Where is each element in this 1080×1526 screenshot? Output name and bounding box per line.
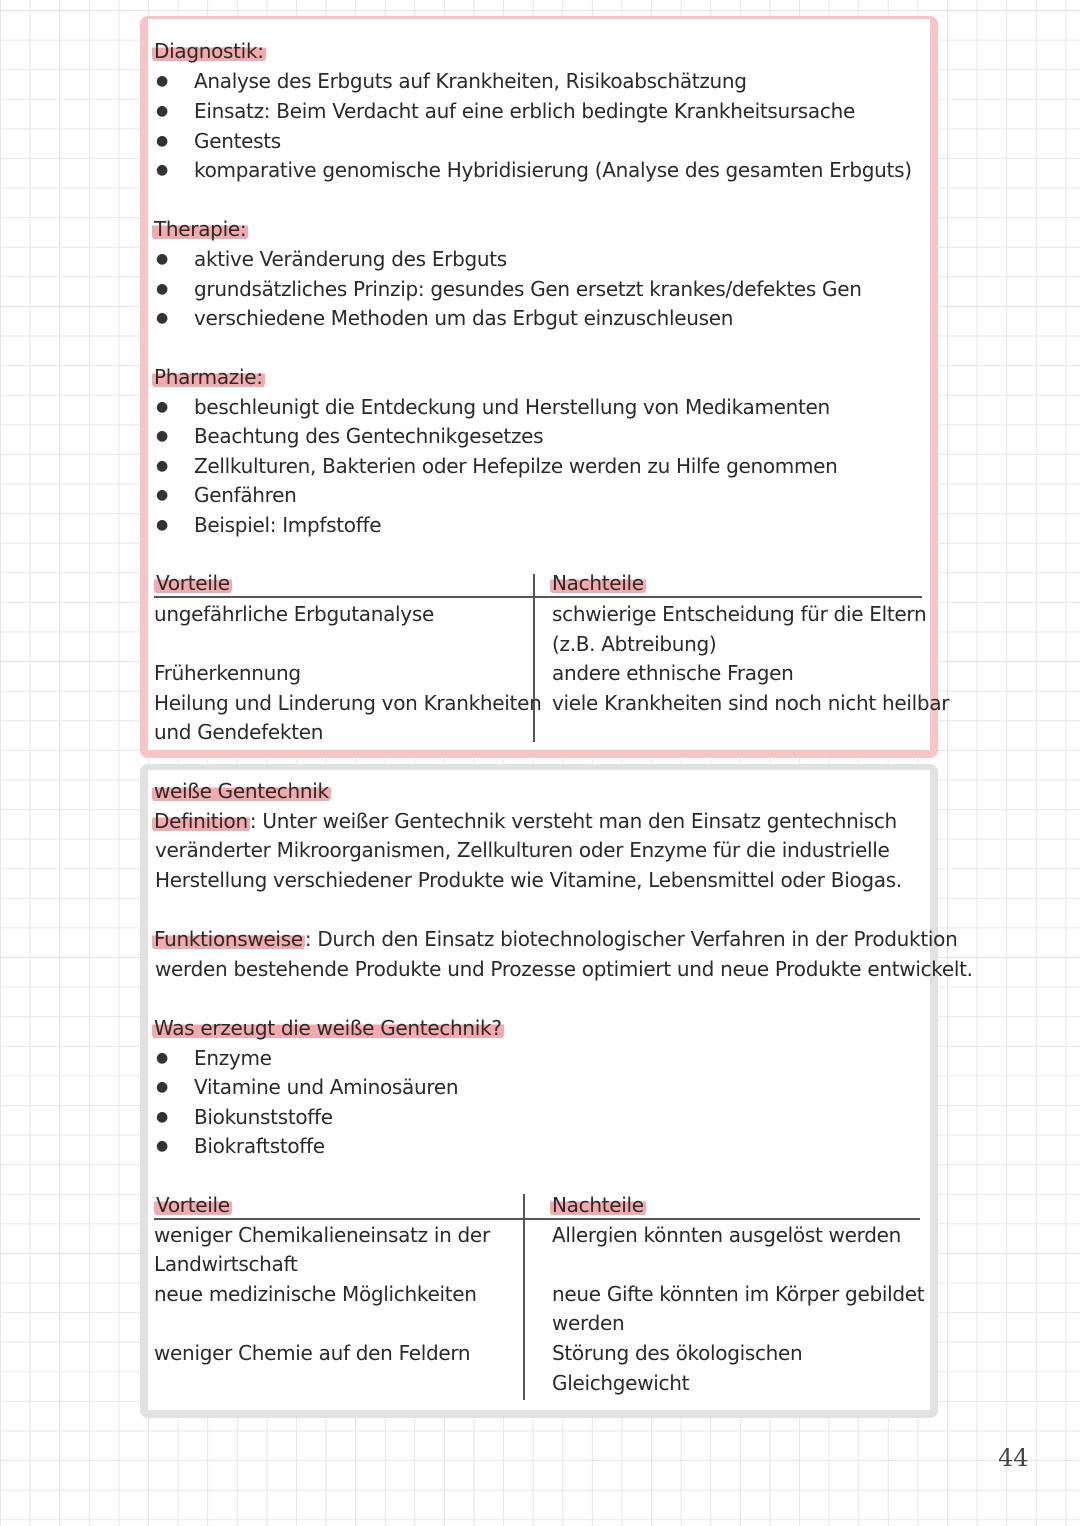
pharmazie-item: beschleunigt die Entdeckung und Herstellung von Medikamenten xyxy=(194,395,830,419)
therapie-heading: Therapie: xyxy=(154,217,247,241)
diagnostik-heading: Diagnostik: xyxy=(154,39,264,63)
table-weiss-con-cell: Allergien könnten ausgelöst werden xyxy=(552,1223,901,1247)
weiss-question: Was erzeugt die weiße Gentechnik? xyxy=(154,1016,502,1040)
bullet-icon: ● xyxy=(156,1109,169,1125)
weiss-heading: weiße Gentechnik xyxy=(154,779,329,803)
therapie-item: aktive Veränderung des Erbguts xyxy=(194,247,507,271)
weiss-item: Enzyme xyxy=(194,1046,272,1070)
bullet-icon: ● xyxy=(156,1138,169,1154)
bullet-icon: ● xyxy=(156,1050,169,1066)
table-rot-pro-cell: Früherkennung xyxy=(154,661,301,685)
pharmazie-item: Beachtung des Gentechnikgesetzes xyxy=(194,424,544,448)
weiss-funktionsweise-line: werden bestehende Produkte und Prozesse optimiert und neue Produkte entwickelt. xyxy=(155,957,973,981)
table-weiss-pro-cell: Landwirtschaft xyxy=(154,1252,298,1276)
bullet-icon: ● xyxy=(156,133,169,149)
bullet-icon: ● xyxy=(156,73,169,89)
bullet-icon: ● xyxy=(156,103,169,119)
table-weiss-con-cell: Gleichgewicht xyxy=(552,1371,690,1395)
diagnostik-item: Einsatz: Beim Verdacht auf eine erblich bedingte Krankheitsursache xyxy=(194,99,855,123)
table-weiss-pro-cell: neue medizinische Möglichkeiten xyxy=(154,1282,477,1306)
table-weiss-con-cell: neue Gifte könnten im Körper gebildet xyxy=(552,1282,925,1306)
table-rot-pro-cell: Heilung und Linderung von Krankheiten xyxy=(154,691,542,715)
therapie-item: grundsätzliches Prinzip: gesundes Gen ersetzt krankes/defektes Gen xyxy=(194,277,862,301)
bullet-icon: ● xyxy=(156,1079,169,1095)
table-rot-header-divider xyxy=(154,596,922,598)
table-weiss-con-header: Nachteile xyxy=(552,1193,644,1217)
bullet-icon: ● xyxy=(156,517,169,533)
table-rot-pro-header: Vorteile xyxy=(156,571,230,595)
bullet-icon: ● xyxy=(156,428,169,444)
bullet-icon: ● xyxy=(156,487,169,503)
table-weiss-con-cell: Störung des ökologischen xyxy=(552,1341,803,1365)
pharmazie-item: Genfähren xyxy=(194,483,297,507)
table-rot-con-cell: andere ethnische Fragen xyxy=(552,661,794,685)
table-weiss-column-divider xyxy=(523,1194,525,1400)
pharmazie-heading: Pharmazie: xyxy=(154,365,263,389)
table-rot-con-cell: viele Krankheiten sind noch nicht heilbar xyxy=(552,691,950,715)
pharmazie-item: Zellkulturen, Bakterien oder Hefepilze werden zu Hilfe genommen xyxy=(194,454,838,478)
weiss-item: Biokraftstoffe xyxy=(194,1134,325,1158)
therapie-item: verschiedene Methoden um das Erbgut einzuschleusen xyxy=(194,306,734,330)
diagnostik-item: Gentests xyxy=(194,129,281,153)
table-rot-con-cell: (z.B. Abtreibung) xyxy=(552,632,717,656)
weiss-funktionsweise: Funktionsweise : Durch den Einsatz biotechnologischer Verfahren in der Produktion xyxy=(154,927,958,951)
bullet-icon: ● xyxy=(156,399,169,415)
table-rot-pro-cell: und Gendefekten xyxy=(154,720,324,744)
bullet-icon: ● xyxy=(156,458,169,474)
table-weiss-pro-cell: weniger Chemie auf den Feldern xyxy=(154,1341,471,1365)
table-weiss-con-cell: werden xyxy=(552,1311,625,1335)
weiss-item: Biokunststoffe xyxy=(194,1105,333,1129)
bullet-icon: ● xyxy=(156,251,169,267)
bullet-icon: ● xyxy=(156,310,169,326)
weiss-item: Vitamine und Aminosäuren xyxy=(194,1075,459,1099)
weiss-definition-line: veränderter Mikroorganismen, Zellkulturen oder Enzyme für die industrielle xyxy=(155,838,890,862)
table-rot-con-header: Nachteile xyxy=(552,571,644,595)
table-rot-con-cell: schwierige Entscheidung für die Eltern xyxy=(552,602,927,626)
weiss-definition-line: Herstellung verschiedener Produkte wie Vitamine, Lebensmittel oder Biogas. xyxy=(155,868,902,892)
weiss-definition: Definition : Unter weißer Gentechnik versteht man den Einsatz gentechnisch xyxy=(154,809,897,833)
page-number: 44 xyxy=(998,1444,1029,1472)
diagnostik-item: Analyse des Erbguts auf Krankheiten, Risikoabschätzung xyxy=(194,69,747,93)
diagnostik-item: komparative genomische Hybridisierung (Analyse des gesamten Erbguts) xyxy=(194,158,912,182)
table-rot-pro-cell: ungefährliche Erbgutanalyse xyxy=(154,602,434,626)
table-weiss-pro-header: Vorteile xyxy=(156,1193,230,1217)
pharmazie-item: Beispiel: Impfstoffe xyxy=(194,513,382,537)
bullet-icon: ● xyxy=(156,162,169,178)
table-weiss-pro-cell: weniger Chemikalieneinsatz in der xyxy=(154,1223,490,1247)
bullet-icon: ● xyxy=(156,281,169,297)
